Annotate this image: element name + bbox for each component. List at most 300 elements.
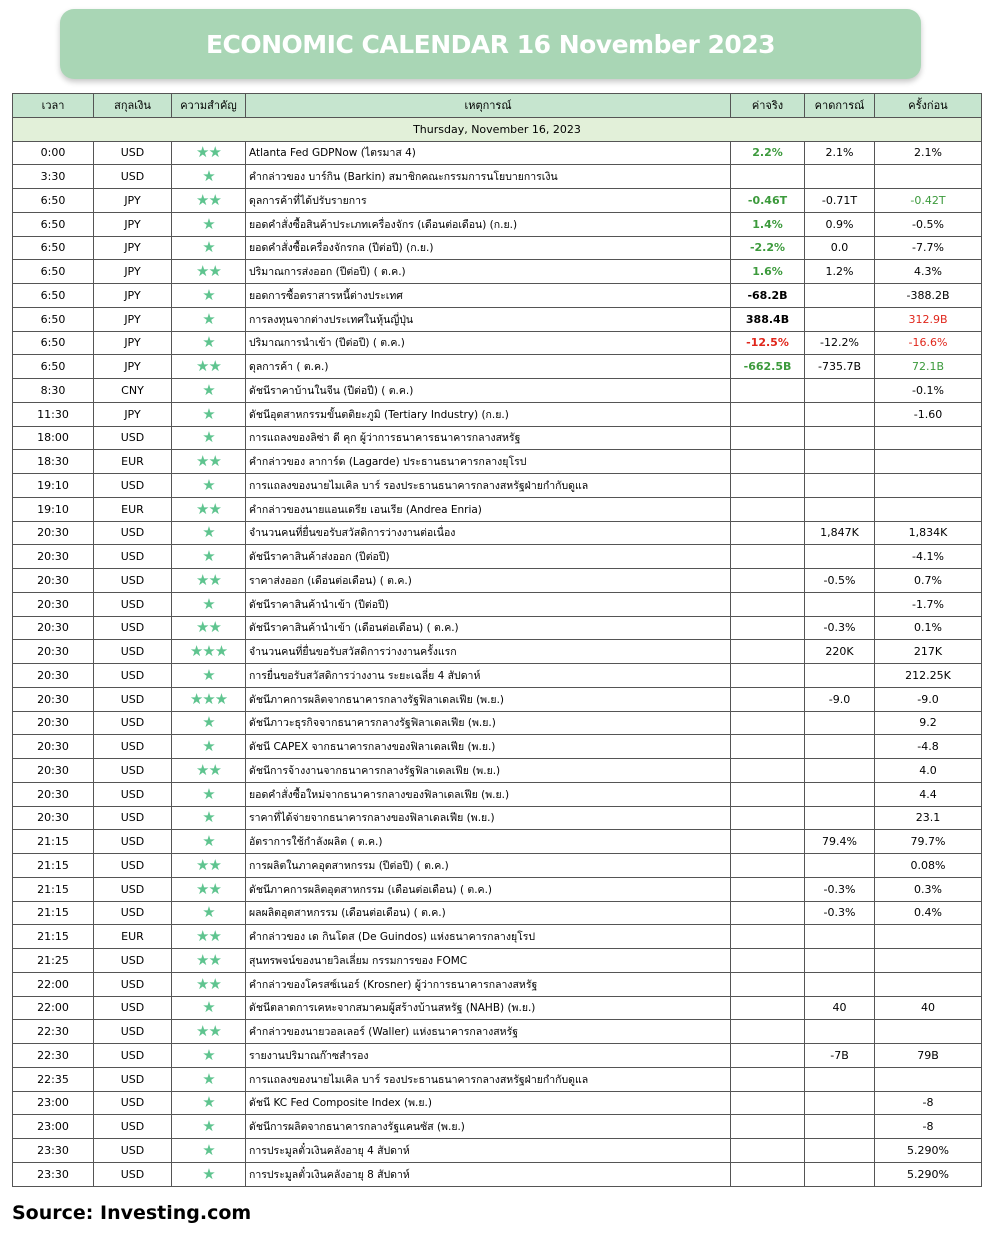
time-cell [13,402,94,426]
star-rating-icon: ★★ [196,499,221,518]
importance-cell [172,664,246,688]
time-cell [13,996,94,1020]
star-rating-icon: ★ [202,214,215,233]
previous-cell [875,545,982,569]
currency-cell [94,592,172,616]
time-cell [13,189,94,213]
star-rating-icon: ★★ [196,974,221,993]
event-cell [246,996,731,1020]
table-row [13,806,982,830]
currency-cell [94,806,172,830]
table-row [13,521,982,545]
currency-cell [94,949,172,973]
forecast-cell [805,450,875,474]
time-cell-value: 18:30 [37,455,69,469]
importance-cell [172,854,246,878]
previous-cell [875,925,982,949]
previous-cell-value: 2.1% [914,146,942,160]
previous-cell [875,972,982,996]
forecast-cell [805,1162,875,1186]
table-row [13,189,982,213]
forecast-cell-value: -12.2% [820,336,859,350]
previous-cell [875,806,982,830]
actual-cell [731,141,805,165]
time-cell-value: 23:30 [37,1143,69,1157]
forecast-cell [805,996,875,1020]
table-row [13,1162,982,1186]
importance-cell [172,474,246,498]
actual-cell [731,972,805,996]
importance-cell [172,735,246,759]
table-row [13,901,982,925]
time-cell [13,521,94,545]
actual-cell [731,592,805,616]
event-cell [246,165,731,189]
star-rating-icon: ★★★ [189,689,228,708]
importance-cell [172,212,246,236]
table-row [13,260,982,284]
actual-cell [731,1139,805,1163]
time-cell [13,497,94,521]
currency-cell-value: USD [120,621,145,635]
star-rating-icon: ★ [202,167,215,186]
event-cell-value: ดัชนีอุตสาหกรรมขั้นตติยะภูมิ (Tertiary Industry) (ก.ย.) [249,408,509,421]
forecast-cell [805,212,875,236]
currency-cell [94,1067,172,1091]
forecast-cell-value: -0.3% [823,621,856,635]
time-cell [13,284,94,308]
previous-cell-value: 312.9B [908,312,948,326]
previous-cell-value: -388.2B [906,288,950,302]
forecast-cell [805,782,875,806]
time-cell [13,355,94,379]
star-rating-icon: ★ [202,547,215,566]
star-rating-icon: ★ [202,832,215,851]
previous-cell-value: 5.290% [907,1143,949,1157]
event-cell-value: จำนวนคนที่ยื่นขอรับสวัสดิการว่างงานต่อเนื่อง [249,527,456,540]
time-cell [13,1020,94,1044]
importance-cell [172,284,246,308]
time-cell [13,450,94,474]
importance-cell [172,189,246,213]
event-cell-value: ดุลการค้า ( ต.ค.) [249,361,329,374]
currency-cell-value: USD [120,740,145,754]
forecast-cell [805,355,875,379]
time-cell [13,830,94,854]
forecast-cell [805,497,875,521]
actual-cell [731,236,805,260]
actual-cell [731,949,805,973]
importance-cell [172,260,246,284]
previous-cell [875,1020,982,1044]
event-cell [246,925,731,949]
currency-cell-value: USD [120,1072,145,1086]
star-rating-icon: ★★ [196,760,221,779]
forecast-cell-value: -0.3% [823,906,856,920]
previous-cell-value: 1,834K [908,526,948,540]
importance-cell [172,877,246,901]
event-cell-value: ดัชนี KC Fed Composite Index (พ.ย.) [249,1097,432,1110]
star-rating-icon: ★ [202,784,215,803]
table-row [13,1020,982,1044]
currency-cell-value: JPY [124,265,141,279]
event-cell-value: ดัชนีราคาสินค้านำเข้า (เดือนต่อเดือน) ( ต.ค.) [249,622,459,635]
forecast-cell [805,331,875,355]
time-cell [13,545,94,569]
currency-cell-value: JPY [124,336,141,350]
star-rating-icon: ★ [202,309,215,328]
star-rating-icon: ★ [202,475,215,494]
previous-cell [875,1139,982,1163]
currency-cell-value: USD [120,573,145,587]
previous-cell-value: 4.4 [919,787,937,801]
star-rating-icon: ★ [202,594,215,613]
currency-cell-value: USD [120,1096,145,1110]
event-cell [246,497,731,521]
currency-cell [94,854,172,878]
event-cell [246,949,731,973]
previous-cell [875,1091,982,1115]
event-cell-value: คำกล่าวของ เด กินโดส (De Guindos) แห่งธนาคารกลางยุโรป [249,931,536,944]
previous-cell [875,687,982,711]
event-cell-value: ดัชนีการจ้างงานจากธนาคารกลางรัฐฟิลาเดลเฟีย (พ.ย.) [249,764,501,777]
star-rating-icon: ★ [202,903,215,922]
event-cell-value: ราคาส่งออก (เดือนต่อเดือน) ( ต.ค.) [249,574,412,587]
table-row [13,307,982,331]
forecast-cell [805,711,875,735]
forecast-cell [805,521,875,545]
previous-cell-value: 79.7% [910,835,946,849]
previous-cell [875,949,982,973]
forecast-cell [805,972,875,996]
event-cell [246,331,731,355]
previous-cell [875,141,982,165]
star-rating-icon: ★★ [196,357,221,376]
event-cell [246,735,731,759]
currency-cell [94,1115,172,1139]
currency-cell [94,307,172,331]
time-cell [13,165,94,189]
importance-cell [172,759,246,783]
star-rating-icon: ★ [202,1093,215,1112]
currency-cell [94,402,172,426]
actual-cell-value: 1.4% [752,217,783,231]
time-cell [13,212,94,236]
star-rating-icon: ★★ [196,950,221,969]
event-cell [246,854,731,878]
previous-cell [875,664,982,688]
currency-cell-value: JPY [124,217,141,231]
currency-cell-value: USD [120,1048,145,1062]
event-cell-value: การผลิตในภาคอุตสาหกรรม (ปีต่อปี) ( ต.ค.) [249,859,449,872]
star-rating-icon: ★ [202,998,215,1017]
currency-cell [94,1139,172,1163]
time-cell-value: 6:50 [40,288,66,302]
star-rating-icon: ★ [202,523,215,542]
event-cell-value: ปริมาณการนำเข้า (ปีต่อปี) ( ต.ค.) [249,337,405,350]
time-cell [13,307,94,331]
forecast-cell-value: 220K [825,645,854,659]
currency-cell-value: USD [120,835,145,849]
col-header-forecast: คาดการณ์ [805,94,875,118]
importance-cell [172,236,246,260]
header-row [13,94,982,118]
table-row [13,141,982,165]
previous-cell [875,877,982,901]
col-header-time: เวลา [13,94,94,118]
table-row [13,664,982,688]
forecast-cell [805,735,875,759]
time-cell [13,1115,94,1139]
time-cell-value: 20:30 [37,550,69,564]
forecast-cell [805,307,875,331]
currency-cell-value: EUR [121,502,144,516]
actual-cell [731,711,805,735]
time-cell [13,1091,94,1115]
actual-cell [731,284,805,308]
forecast-cell [805,474,875,498]
currency-cell-value: JPY [124,193,141,207]
event-cell-value: ดัชนีราคาสินค้านำเข้า (ปีต่อปี) [249,598,389,611]
time-cell [13,616,94,640]
event-cell [246,640,731,664]
time-cell-value: 23:30 [37,1167,69,1181]
previous-cell [875,616,982,640]
previous-cell-value: 0.3% [914,882,942,896]
table-row [13,284,982,308]
forecast-cell-value: 0.0 [830,241,849,255]
importance-cell [172,1044,246,1068]
importance-cell [172,141,246,165]
time-cell-value: 23:00 [37,1096,69,1110]
time-cell-value: 21:25 [37,953,69,967]
actual-cell [731,687,805,711]
table-row [13,854,982,878]
forecast-cell-value: 0.9% [825,217,854,231]
currency-cell-value: USD [120,716,145,730]
time-cell-value: 6:50 [40,241,66,255]
currency-cell-value: USD [120,692,145,706]
time-cell [13,1162,94,1186]
event-cell [246,379,731,403]
currency-cell-value: USD [120,906,145,920]
currency-cell [94,331,172,355]
table-row [13,1091,982,1115]
forecast-cell [805,545,875,569]
event-cell-value: การแถลงของนายไมเคิล บาร์ รองประธานธนาคารกลางสหรัฐฝ่ายกำกับดูแล [249,1073,589,1086]
previous-cell-value: -1.60 [913,407,943,421]
time-cell [13,664,94,688]
previous-cell-value: 9.2 [919,716,937,730]
table-row [13,545,982,569]
currency-cell [94,284,172,308]
star-rating-icon: ★ [202,285,215,304]
time-cell-value: 3:30 [40,170,66,184]
actual-cell [731,1162,805,1186]
previous-cell-value: 23.1 [915,811,941,825]
importance-cell [172,949,246,973]
event-cell [246,212,731,236]
forecast-cell [805,877,875,901]
star-rating-icon: ★ [202,404,215,423]
event-cell [246,1067,731,1091]
currency-cell [94,212,172,236]
event-cell [246,355,731,379]
actual-cell [731,450,805,474]
importance-cell [172,545,246,569]
event-cell-value: จำนวนคนที่ยื่นขอรับสวัสดิการว่างงานครั้งแรก [249,646,457,659]
previous-cell-value: 0.1% [914,621,942,635]
currency-cell [94,379,172,403]
previous-cell [875,402,982,426]
currency-cell [94,474,172,498]
actual-cell [731,165,805,189]
actual-cell [731,402,805,426]
time-cell [13,1067,94,1091]
forecast-cell-value: 2.1% [825,146,854,160]
time-cell-value: 8:30 [40,383,66,397]
event-cell [246,236,731,260]
time-cell [13,759,94,783]
importance-cell [172,1067,246,1091]
actual-cell [731,735,805,759]
currency-cell-value: USD [120,526,145,540]
previous-cell [875,497,982,521]
time-cell-value: 20:30 [37,526,69,540]
previous-cell [875,1162,982,1186]
forecast-cell [805,165,875,189]
time-cell-value: 21:15 [37,858,69,872]
actual-cell [731,1067,805,1091]
event-cell-value: คำกล่าวของ บาร์กิน (Barkin) สมาชิกคณะกรรมการนโยบายการเงิน [249,171,558,184]
currency-cell [94,711,172,735]
event-cell-value: การประมูลตั๋วเงินคลังอายุ 4 สัปดาห์ [249,1144,410,1157]
currency-cell-value: USD [120,1167,145,1181]
event-cell-value: การลงทุนจากต่างประเทศในหุ้นญี่ปุ่น [249,313,414,326]
table-row [13,1044,982,1068]
currency-cell [94,759,172,783]
time-cell-value: 20:30 [37,621,69,635]
actual-cell [731,664,805,688]
previous-cell [875,189,982,213]
star-rating-icon: ★★ [196,143,221,162]
previous-cell-value: 40 [921,1001,935,1015]
previous-cell [875,426,982,450]
previous-cell [875,569,982,593]
time-cell-value: 20:30 [37,573,69,587]
event-cell [246,877,731,901]
event-cell [246,759,731,783]
event-cell-value: ดัชนีการผลิตจากธนาคารกลางรัฐแคนซัส (พ.ย.) [249,1121,465,1134]
previous-cell-value: -0.42T [910,193,946,207]
currency-cell [94,877,172,901]
previous-cell [875,236,982,260]
previous-cell-value: 0.4% [914,906,942,920]
event-cell-value: การประมูลตั๋วเงินคลังอายุ 8 สัปดาห์ [249,1168,410,1181]
actual-cell [731,782,805,806]
table-row [13,331,982,355]
event-cell [246,664,731,688]
time-cell [13,260,94,284]
importance-cell [172,592,246,616]
event-cell-value: ดัชนีราคาสินค้าส่งออก (ปีต่อปี) [249,551,390,564]
previous-cell-value: 4.3% [914,265,942,279]
previous-cell [875,1044,982,1068]
currency-cell-value: USD [120,858,145,872]
actual-cell [731,830,805,854]
forecast-cell [805,1020,875,1044]
currency-cell-value: JPY [124,360,141,374]
time-cell-value: 21:15 [37,882,69,896]
time-cell [13,949,94,973]
table-row [13,782,982,806]
event-cell [246,616,731,640]
table-row [13,450,982,474]
star-rating-icon: ★★ [196,879,221,898]
time-cell-value: 20:30 [37,597,69,611]
currency-cell-value: USD [120,550,145,564]
forecast-cell-value: 79.4% [822,835,857,849]
actual-cell-value: -662.5B [743,360,792,374]
star-rating-icon: ★ [202,665,215,684]
time-cell-value: 20:30 [37,716,69,730]
event-cell [246,972,731,996]
event-cell-value: Atlanta Fed GDPNow (ไตรมาส 4) [249,147,416,160]
previous-cell [875,1115,982,1139]
currency-cell [94,996,172,1020]
star-rating-icon: ★★★ [189,642,228,661]
actual-cell [731,426,805,450]
previous-cell [875,901,982,925]
importance-cell [172,996,246,1020]
time-cell-value: 22:30 [37,1025,69,1039]
previous-cell [875,212,982,236]
currency-cell [94,1044,172,1068]
previous-cell [875,379,982,403]
importance-cell [172,331,246,355]
event-cell-value: รายงานปริมาณก๊าซสำรอง [249,1049,369,1062]
col-header-actual: ค่าจริง [731,94,805,118]
time-cell [13,972,94,996]
table-row [13,996,982,1020]
table-row [13,165,982,189]
source-credit: Source: Investing.com [12,1202,252,1224]
importance-cell [172,426,246,450]
currency-cell-value: USD [120,1001,145,1015]
previous-cell [875,759,982,783]
time-cell-value: 22:00 [37,977,69,991]
event-cell-value: ดัชนีราคาบ้านในจีน (ปีต่อปี) ( ต.ค.) [249,384,414,397]
time-cell-value: 21:15 [37,906,69,920]
event-cell-value: ยอดคำสั่งซื้อใหม่จากธนาคารกลางของฟิลาเดลเฟีย (พ.ย.) [249,788,510,801]
currency-cell [94,664,172,688]
event-cell-value: ปริมาณการส่งออก (ปีต่อปี) ( ต.ค.) [249,266,406,279]
currency-cell-value: JPY [124,312,141,326]
forecast-cell [805,1044,875,1068]
table-row [13,355,982,379]
actual-cell [731,521,805,545]
star-rating-icon: ★★ [196,1022,221,1041]
previous-cell [875,307,982,331]
previous-cell-value: -8 [922,1096,934,1110]
table-row [13,212,982,236]
event-cell [246,1044,731,1068]
currency-cell-value: USD [120,478,145,492]
importance-cell [172,1162,246,1186]
time-cell [13,426,94,450]
time-cell [13,854,94,878]
event-cell [246,1139,731,1163]
